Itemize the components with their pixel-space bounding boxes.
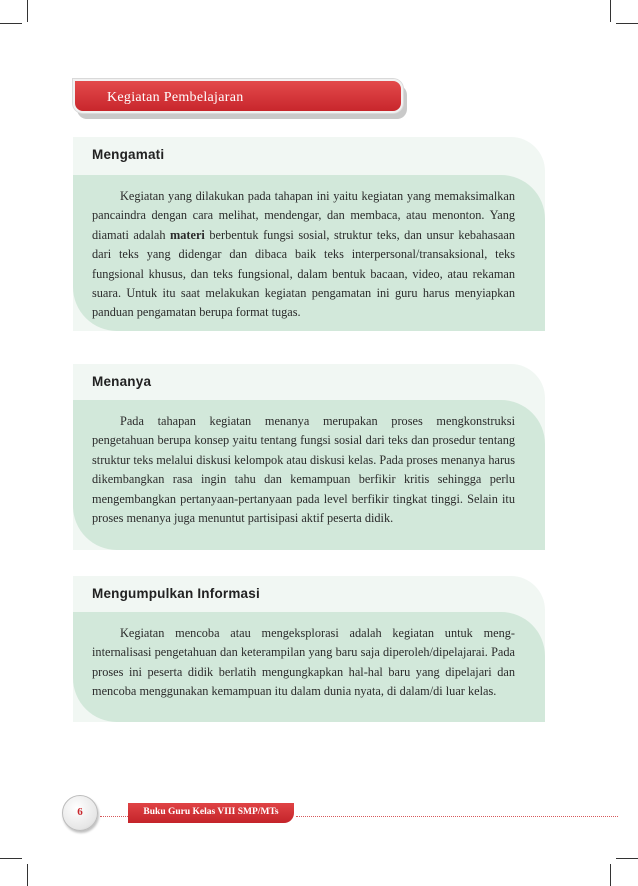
card-mengumpulkan-informasi	[73, 576, 545, 722]
book-title: Buku Guru Kelas VIII SMP/MTs	[143, 807, 279, 817]
crop-mark	[616, 858, 638, 859]
card-body	[73, 400, 545, 550]
paragraph	[92, 187, 515, 323]
banner-title: Kegiatan Pembelajaran	[107, 90, 244, 105]
card-title: Mengamati	[92, 147, 165, 162]
card-body	[73, 175, 545, 331]
banner-box	[73, 79, 403, 113]
footer-dots-left	[100, 816, 128, 817]
card-menanya	[73, 364, 545, 550]
card-mengamati	[73, 137, 545, 331]
footer-book-tab	[128, 803, 294, 823]
page-number: 6	[77, 806, 83, 818]
footer-dots-right	[296, 816, 618, 817]
crop-mark	[610, 864, 611, 886]
crop-mark	[27, 864, 28, 886]
crop-mark	[0, 858, 22, 859]
paragraph-text: berbentuk fungsi sosial, struktur teks, dan unsur kebahasaan dari teks yang didengar dan dibaca baik teks interpersonal/transaksional, teks fungsional khusus, dan teks fungsional, dalam bentuk bacaan, video, atau rekaman suara. Untuk itu saat melakukan kegiatan pengamatan ini guru harus menyiapkan panduan pengamatan berupa format tugas.	[92, 227, 515, 320]
crop-mark	[616, 23, 638, 24]
paragraph	[92, 624, 515, 702]
paragraph-text: Kegiatan mencoba atau mengeksplorasi adalah kegiatan untuk meng-internalisasi pengetahuan dan keterampilan yang baru saja diperoleh/dipelajarai. Pada proses ini peserta didik berlatih mengungkapkan hal-hal baru yang dipelajari dan mencoba menggunakan kemampuan itu dalam dunia nyata, di dalam/di luar kelas.	[92, 626, 515, 699]
crop-mark	[27, 0, 28, 22]
paragraph-text: Pada tahapan kegiatan menanya merupakan proses mengkonstruksi pengetahuan berupa konsep yaitu tentang fungsi sosial dari teks dan prosedur tentang struktur teks melalui diskusi kelompok atau diskusi kelas. Pada proses menanya harus dikembangkan rasa ingin tahu dan kemampuan berfikir kritis sehingga perlu mengembangkan pertanyaan-pertanyaan pada level berfikir tingkat tinggi. Selain itu proses menanya juga menuntut partisipasi aktif peserta didik.	[92, 414, 515, 526]
paragraph	[92, 412, 515, 528]
card-body	[73, 612, 545, 722]
paragraph-text: Kegiatan yang dilakukan pada tahapan ini yaitu kegiatan yang memaksimalkan pancaindra dengan cara melihat, mendengar, dan membaca, atau menonton. Yang diamati adalah	[92, 189, 515, 242]
crop-mark	[610, 0, 611, 22]
bold-term: materi	[170, 227, 205, 242]
page-number-badge	[62, 795, 98, 831]
card-title: Mengumpulkan Informasi	[92, 586, 260, 601]
card-title: Menanya	[92, 374, 152, 389]
section-banner	[73, 79, 409, 121]
crop-mark	[0, 23, 22, 24]
